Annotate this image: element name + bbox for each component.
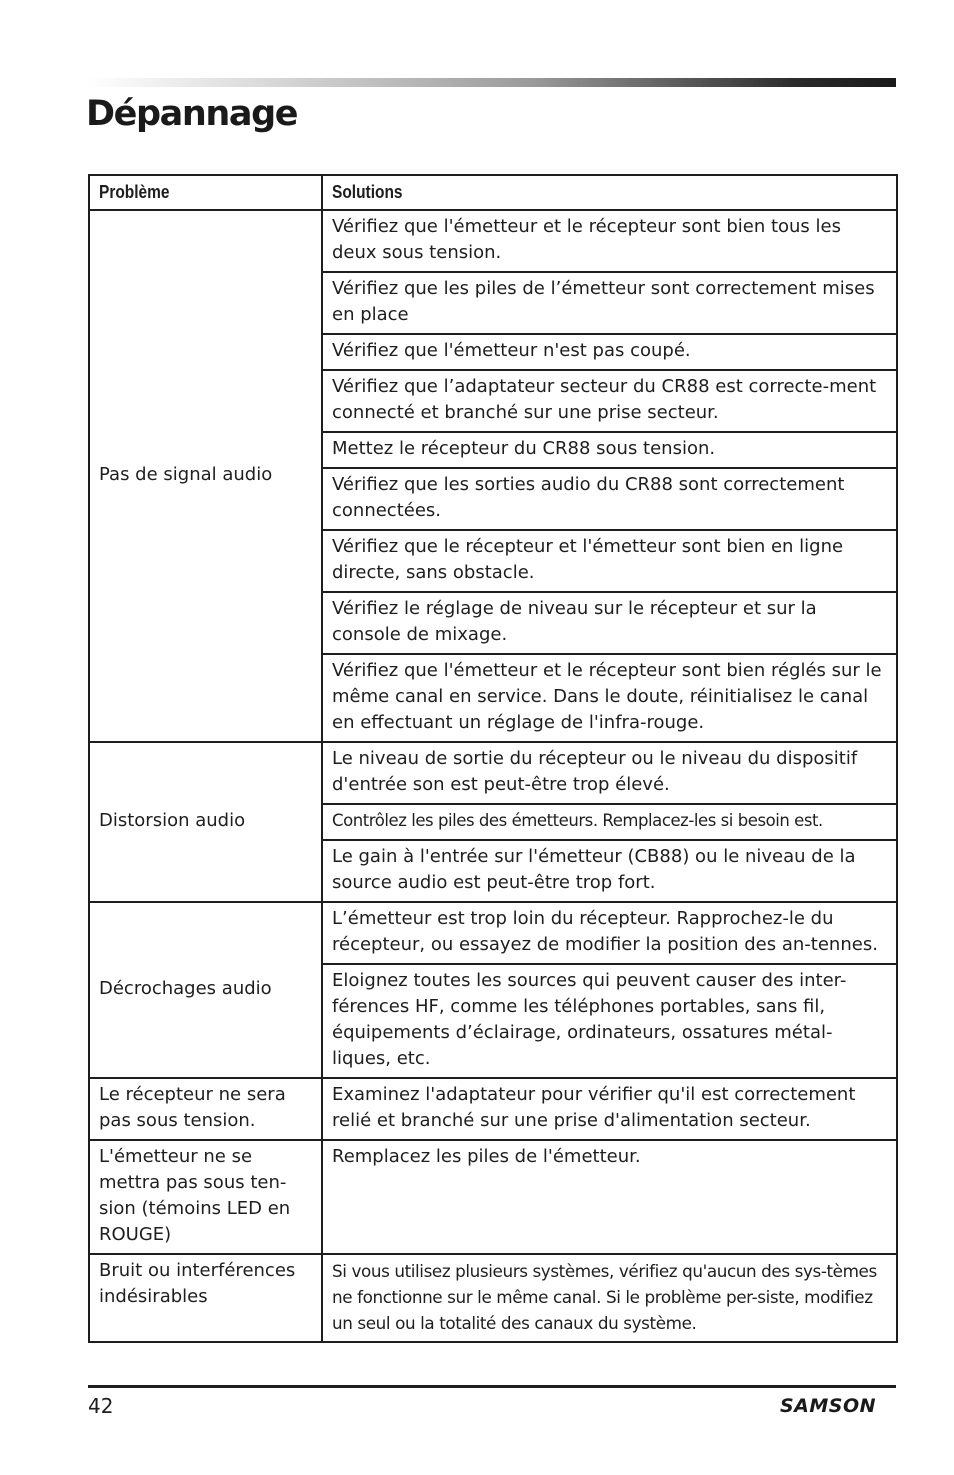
solution-cell: Vérifiez que les sorties audio du CR88 sont correctement connectées. [322, 468, 897, 530]
solution-cell: Vérifiez que l'émetteur n'est pas coupé. [322, 334, 897, 370]
table-row [89, 742, 897, 804]
solution-cell: L’émetteur est trop loin du récepteur. Rapprochez-le du récepteur, ou essayez de modifier la position des an-tennes. [322, 902, 897, 964]
footer-rule [88, 1385, 896, 1388]
problem-cell: L'émetteur ne se mettra pas sous ten-sion (témoins LED en ROUGE) [89, 1140, 322, 1254]
page-title: Dépannage [86, 94, 298, 134]
column-header-solutions-label: Solutions [332, 182, 403, 202]
solution-cell: Contrôlez les piles des émetteurs. Remplacez-les si besoin est. [322, 804, 897, 840]
table-header-row [89, 175, 897, 210]
table-row [89, 1078, 897, 1140]
problem-cell: Distorsion audio [89, 742, 322, 902]
column-header-solutions [322, 175, 897, 210]
table-row [89, 1140, 897, 1254]
page-number: 42 [88, 1394, 114, 1418]
table-row [89, 210, 897, 272]
table-row [89, 902, 897, 964]
solution-cell: Vérifiez que les piles de l’émetteur sont correctement mises en place [322, 272, 897, 334]
problem-cell: Décrochages audio [89, 902, 322, 1078]
solution-cell: Si vous utilisez plusieurs systèmes, vérifiez qu'aucun des sys-tèmes ne fonctionne sur le même canal. Si le problème per-siste, modifiez un seul ou la totalité des canaux du système. [322, 1254, 897, 1342]
problem-cell: Bruit ou interférences indésirables [89, 1254, 322, 1342]
solution-cell: Le gain à l'entrée sur l'émetteur (CB88) ou le niveau de la source audio est peut-être trop fort. [322, 840, 897, 902]
column-header-problem [89, 175, 322, 210]
solution-cell: Vérifiez que l'émetteur et le récepteur sont bien réglés sur le même canal en service. Dans le doute, réinitialisez le canal en effectuant un réglage de l'infra-rouge. [322, 654, 897, 742]
samson-logo: SAMSON [780, 1395, 877, 1417]
solution-cell: Examinez l'adaptateur pour vérifier qu'il est correctement relié et branché sur une prise d'alimentation secteur. [322, 1078, 897, 1140]
solution-cell: Vérifiez le réglage de niveau sur le récepteur et sur la console de mixage. [322, 592, 897, 654]
problem-cell: Pas de signal audio [89, 210, 322, 742]
solution-cell: Eloignez toutes les sources qui peuvent causer des inter-férences HF, comme les téléphones portables, sans fil, équipements d’éclairage, ordinateurs, ossatures métal-liques, etc. [322, 964, 897, 1078]
column-header-problem-label: Problème [99, 182, 170, 202]
header-gradient-rule [88, 78, 896, 87]
troubleshooting-table [88, 174, 898, 1343]
solution-cell: Vérifiez que l’adaptateur secteur du CR88 est correcte-ment connecté et branché sur une prise secteur. [322, 370, 897, 432]
solution-cell: Vérifiez que le récepteur et l'émetteur sont bien en ligne directe, sans obstacle. [322, 530, 897, 592]
solution-cell: Remplacez les piles de l'émetteur. [322, 1140, 897, 1254]
solution-cell: Mettez le récepteur du CR88 sous tension. [322, 432, 897, 468]
problem-cell: Le récepteur ne sera pas sous tension. [89, 1078, 322, 1140]
table-row [89, 1254, 897, 1342]
solution-cell: Le niveau de sortie du récepteur ou le niveau du dispositif d'entrée son est peut-être trop élevé. [322, 742, 897, 804]
solution-cell: Vérifiez que l'émetteur et le récepteur sont bien tous les deux sous tension. [322, 210, 897, 272]
